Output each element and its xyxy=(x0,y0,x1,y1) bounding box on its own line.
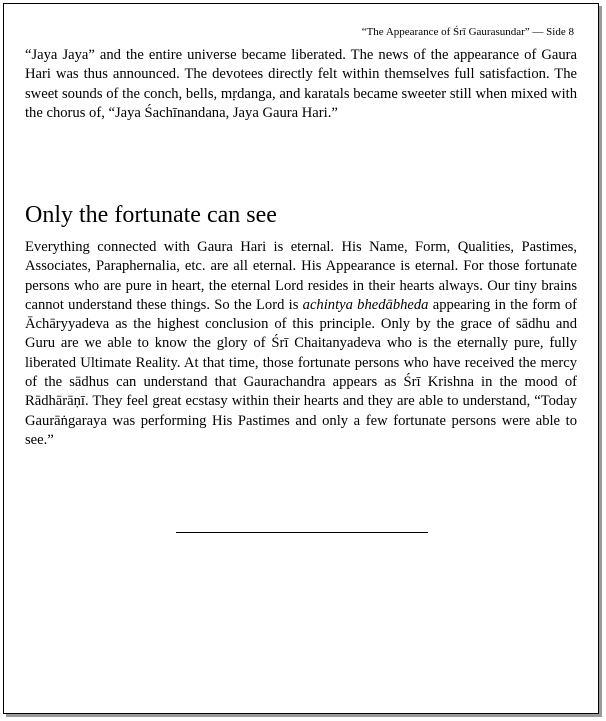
section-heading: Only the fortunate can see xyxy=(25,202,277,228)
section-body-text-before: Everything connected with Gaura Hari is eternal. His Name, Form, Qualities, Pastimes, Associates, Paraphernalia, etc. are all eternal. His Appearance is eternal. For those fortunate persons who are pure in heart, the eternal Lord resides in their hearts always. Our tiny brains cannot understand these things. So the Lord is xyxy=(25,239,577,313)
section-divider-rule xyxy=(176,532,428,533)
intro-paragraph: “Jaya Jaya” and the entire universe became liberated. The news of the appearance of Gaura Hari was thus announced. The devotees directly felt within themselves full satisfaction. The sweet sounds of the conch, bells, mṛdanga, and karatals became sweeter still when mixed with the chorus of, “Jaya Śachīnandana, Jaya Gaura Hari.” xyxy=(25,47,577,121)
section-body-text-after: appearing in the form of Āchāryyadeva as the highest conclusion of this principle. Only by the grace of sādhu and Guru are we able to know the glory of Śrī Chaitanyadeva who is the eternally pure, fully liberated Ultimate Reality. At that time, those fortunate persons who have received the mercy of the sādhus can understand that Gaurachandra appears as Śrī Krishna in the mood of Rādhārāṇī. They feel great ecstasy within their hearts and they are able to understand, “Today Gaurāṅgaraya was performing His Pastimes and only a few fortunate persons were able to see.” xyxy=(25,296,578,448)
running-header: “The Appearance of Śrī Gaurasundar” — Side 8 xyxy=(361,26,574,38)
section-body-paragraph xyxy=(25,238,577,450)
document-page xyxy=(3,3,599,714)
section-body-emphasis: achintya bhedābheda xyxy=(302,296,429,313)
